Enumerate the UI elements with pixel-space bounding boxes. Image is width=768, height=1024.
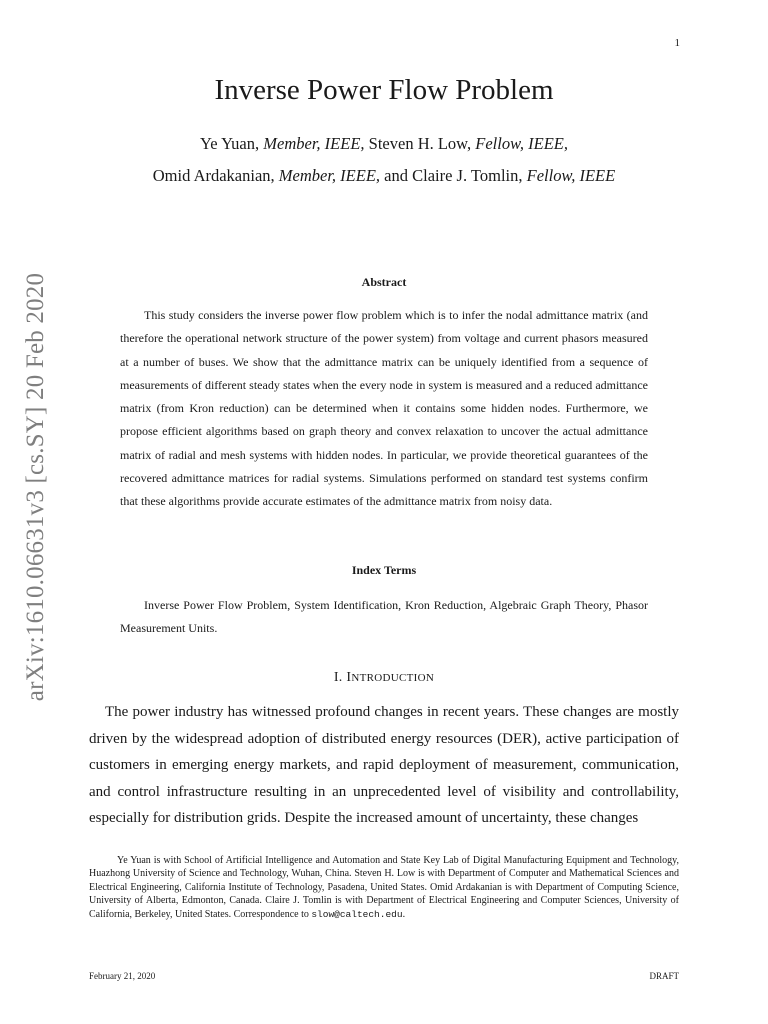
author-affiliation: Member, IEEE, [278, 166, 381, 185]
author-line-2 [0, 166, 768, 186]
section-number: I. [333, 670, 343, 685]
author-affiliation: Fellow, IEEE, [475, 134, 568, 153]
author-name: Ye Yuan, [200, 134, 260, 153]
footnote-end: . [402, 908, 406, 920]
author-name: Omid Ardakanian, [152, 166, 275, 185]
index-terms-body: Inverse Power Flow Problem, System Identification, Kron Reduction, Algebraic Graph Theory, Phasor Measurement Units. [120, 598, 648, 636]
footnote-text: Ye Yuan is with School of Artificial Intelligence and Automation and State Key Lab of Digital Manufacturing Equipment and Technology, Huazhong University of Science and Technology, Wuhan, China. Steven H. Low is with Department of Computer and Mathematical Sciences and Electrical Engineering, California Institute of Technology, Pasadena, United States. Omid Ardakanian is with Department of Computing Science, University of Alberta, Edmonton, Canada. Claire J. Tomlin is with Department of Electrical Engineering and Computer Sciences, University of California, Berkeley, United States. Correspondence to [89, 855, 679, 920]
index-terms-heading: Index Terms [351, 563, 417, 577]
affiliation-footnote [89, 854, 679, 921]
introduction-body: The power industry has witnessed profound changes in recent years. These changes are mostly driven by the widespread adoption of distributed energy resources (DER), active participation of customers in emerging energy markets, and rapid deployment of measurement, communication, and control infrastructure resulting in an unprecedented level of visibility and controllability, especially for distribution grids. Despite the increased amount of uncertainty, these changes [89, 704, 679, 826]
abstract-heading: Abstract [361, 275, 407, 289]
abstract-body: This study considers the inverse power flow problem which is to infer the nodal admittance matrix (and therefore the operational network structure of the power system) from voltage and current phasors measured at a number of buses. We show that the admittance matrix can be uniquely identified from a sequence of measurements of different steady states when the every node in system is measured and a reduced admittance matrix (from Kron reduction) can be determined when it contains some hidden nodes. Furthermore, we propose efficient algorithms based on graph theory and convex relaxation to uncover the actual admittance matrix of radial and mesh systems with hidden nodes. In particular, we provide theoretical guarantees of the recovered admittance matrices for radial systems. Simulations performed on standard test systems confirm that these algorithms provide accurate estimates of the admittance matrix from noisy data. [120, 308, 648, 509]
arxiv-identifier[interactable]: arXiv:1610.06631v3 [cs.SY] 20 Feb 2020 [22, 272, 49, 702]
author-name: and Claire J. Tomlin, [384, 166, 523, 185]
author-affiliation: Fellow, IEEE [526, 166, 616, 185]
footer-draft-label: DRAFT [649, 971, 679, 981]
section-initial: I [346, 670, 352, 685]
introduction-heading [0, 670, 768, 686]
paper-title: Inverse Power Flow Problem [214, 74, 554, 106]
section-title-rest: NTRODUCTION [351, 672, 435, 684]
footer-date: February 21, 2020 [89, 971, 156, 981]
author-affiliation: Member, IEEE, [263, 134, 365, 153]
author-name: Steven H. Low, [368, 134, 472, 153]
author-line-1 [0, 134, 768, 154]
correspondence-email[interactable]: slow@caltech.edu [311, 908, 403, 920]
page-number: 1 [674, 37, 680, 49]
